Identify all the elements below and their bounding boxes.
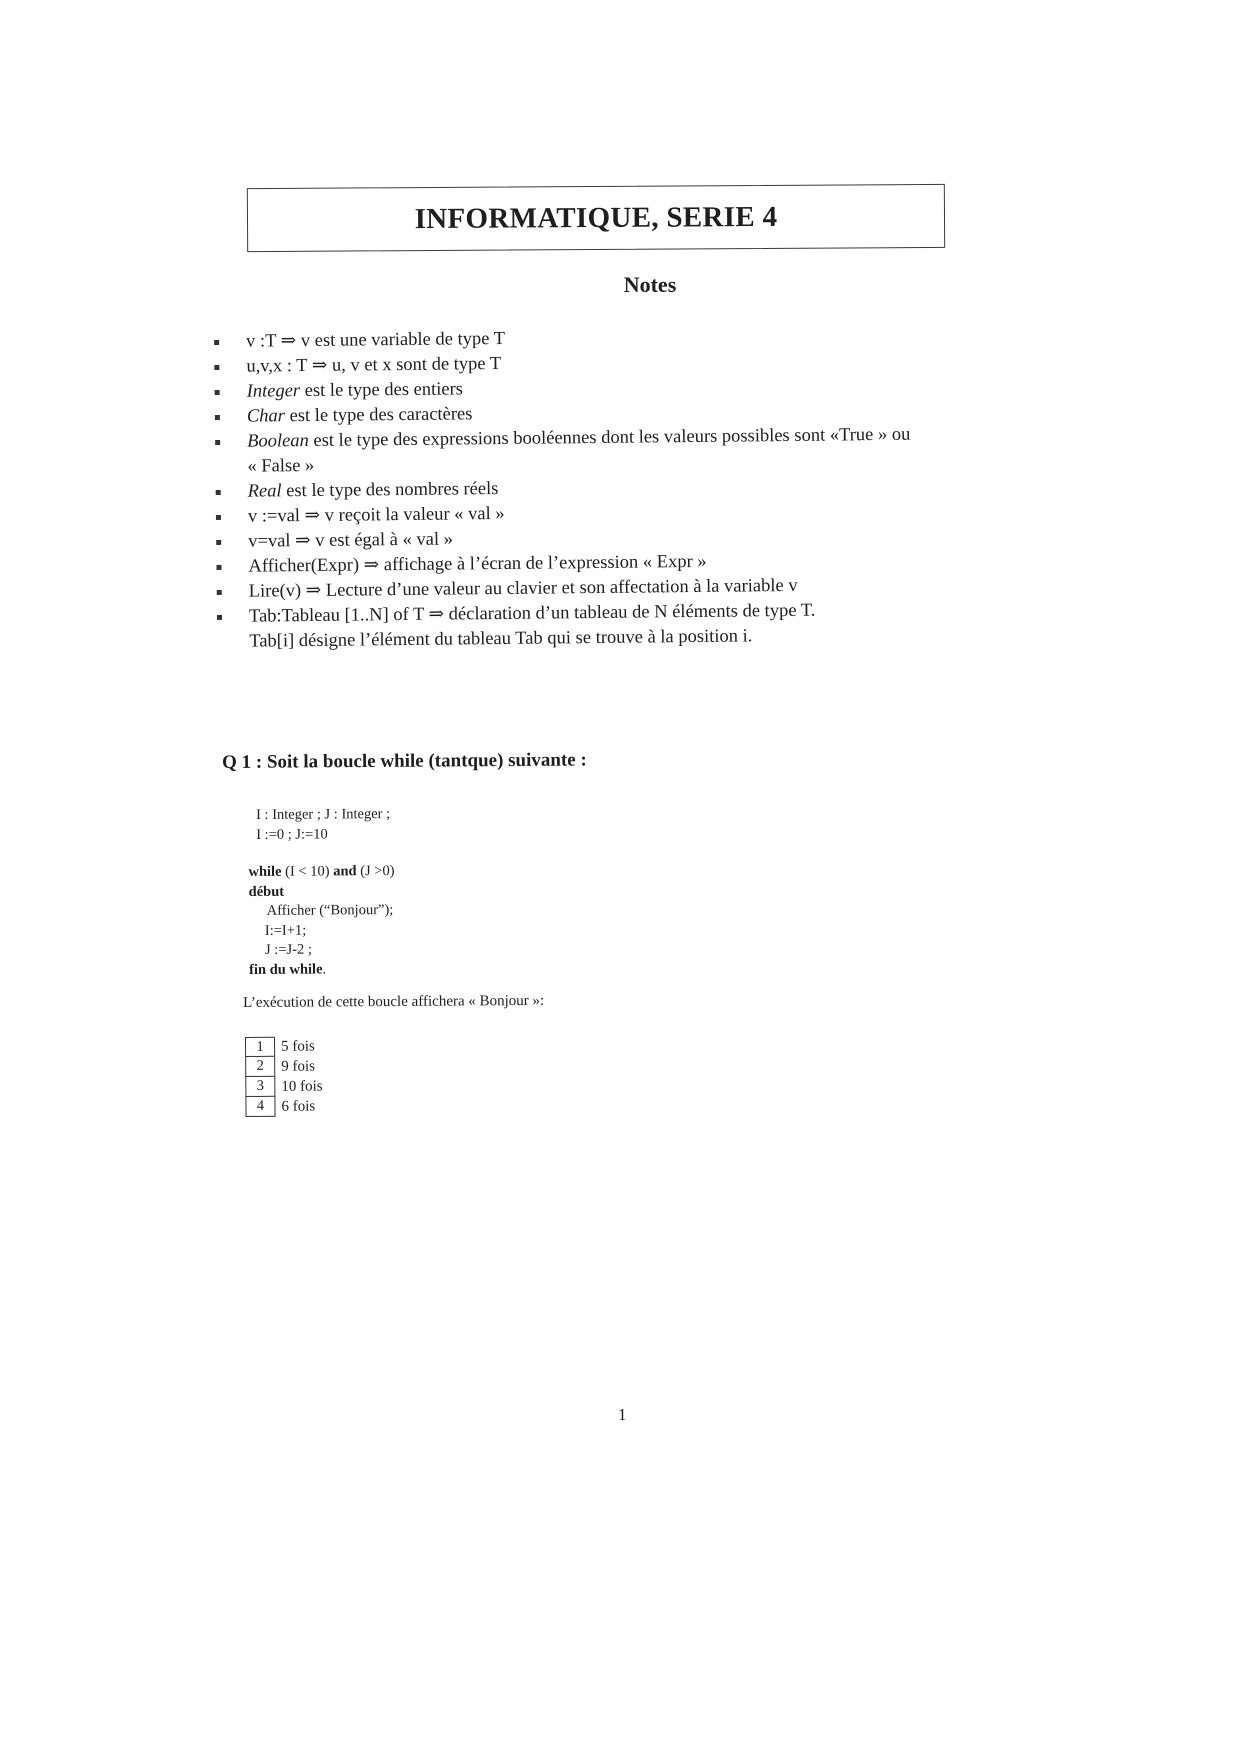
code-body-line: I:=I+1;: [264, 922, 307, 939]
list-item: Integer est le type des entiers: [215, 372, 1015, 405]
list-item: Char est le type des caractères: [215, 397, 1015, 430]
code-debut: début: [248, 883, 285, 900]
notes-list: [214, 322, 1017, 655]
notes-heading: Notes: [623, 272, 677, 297]
answer-option[interactable]: [245, 1076, 322, 1097]
bullet-icon: [215, 415, 220, 420]
option-number: 2: [245, 1057, 275, 1077]
code-fin: fin du while.: [249, 960, 327, 978]
option-label: 9 fois: [281, 1058, 316, 1075]
bullet-icon: [216, 515, 221, 520]
code-init: I :=0 ; J:=10: [256, 825, 328, 843]
answer-option[interactable]: [245, 1056, 322, 1077]
answer-option[interactable]: [245, 1096, 322, 1117]
page-title: INFORMATIQUE, SERIE 4: [414, 200, 778, 235]
code-body-line: Afficher (“Bonjour”);: [266, 901, 394, 919]
bullet-icon: [214, 340, 219, 345]
bullet-icon: [217, 615, 222, 620]
list-item: Tab:Tableau [1..N] of T ⇒ déclaration d’un tableau de N éléments de type T. Tab[i] désigne l’élément du tableau Tab qui se trouve à la position i.: [217, 597, 1017, 655]
option-number: 3: [245, 1077, 275, 1097]
bullet-icon: [216, 490, 221, 495]
list-item: Boolean est le type des expressions booléennes dont les valeurs possibles sont «True » ou « False »: [215, 422, 1015, 480]
bullet-icon: [215, 440, 220, 445]
code-decl: I : Integer ; J : Integer ;: [256, 806, 391, 823]
list-item: v :T ⇒ v est une variable de type T: [214, 322, 1014, 355]
answer-option[interactable]: [245, 1036, 322, 1057]
code-block: [248, 803, 649, 980]
bullet-icon: [216, 565, 221, 570]
page-number: 1: [618, 1405, 627, 1424]
bullet-icon: [216, 540, 221, 545]
option-label: 6 fois: [281, 1098, 316, 1115]
list-item: Afficher(Expr) ⇒ affichage à l’écran de l’expression « Expr »: [216, 547, 1016, 580]
answer-options: [245, 1036, 323, 1117]
code-while-line: while (I < 10) and (J >0): [248, 862, 395, 880]
bullet-icon: [217, 590, 222, 595]
title-box: [247, 184, 945, 252]
option-number: 1: [245, 1037, 275, 1057]
list-item: Real est le type des nombres réels: [216, 472, 1016, 505]
list-item: v :=val ⇒ v reçoit la valeur « val »: [216, 497, 1016, 530]
code-body-line: J :=J-2 ;: [264, 941, 312, 958]
option-number: 4: [245, 1097, 275, 1117]
list-item: u,v,x : T ⇒ u, v et x sont de type T: [214, 347, 1014, 380]
question-title: Q 1 : Soit la boucle while (tantque) suivante :: [222, 749, 587, 773]
list-item: v=val ⇒ v est égal à « val »: [216, 522, 1016, 555]
option-label: 10 fois: [281, 1077, 323, 1095]
bullet-icon: [214, 365, 219, 370]
option-label: 5 fois: [281, 1038, 315, 1055]
bullet-icon: [215, 390, 220, 395]
list-item: Lire(v) ⇒ Lecture d’une valeur au clavier et son affectation à la variable v: [217, 572, 1017, 605]
question-prompt: L’exécution de cette boucle affichera « Bonjour »:: [243, 992, 545, 1011]
